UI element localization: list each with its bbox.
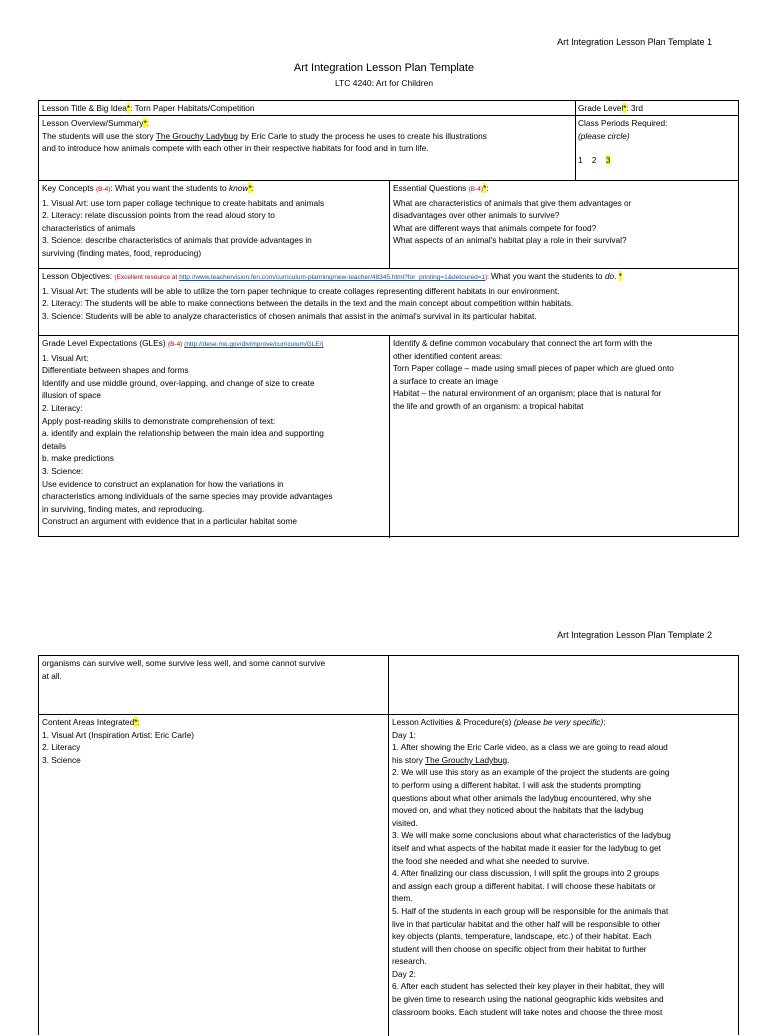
activity-line: 2. We will use this story as an example of the project the students are going: [392, 767, 670, 778]
lesson-activities-cell: [389, 715, 738, 1035]
gle-line: 1. Visual Art:: [42, 352, 89, 363]
objectives-desc: What you want the students to: [490, 271, 605, 281]
gle-line: at all.: [42, 670, 62, 681]
essential-colon: :: [486, 183, 489, 193]
essential-questions-cell: [390, 181, 738, 268]
gle-line: b. make predictions: [42, 453, 114, 464]
gle-continued-cell: [39, 656, 388, 714]
class-periods-label: Class Periods Required:: [578, 118, 668, 128]
activity-line: research.: [392, 956, 427, 967]
key-concepts-cell: [39, 181, 389, 268]
activity-line: his story: [392, 754, 426, 765]
activity-day-heading: Day 2:: [392, 968, 416, 979]
activity-line: classroom books. Each student will take notes and choose the three most: [392, 1006, 663, 1017]
content-areas-colon: :: [137, 717, 140, 727]
vocab-continued-cell: [389, 656, 738, 714]
activity-line: 6. After each student has selected their key player in their habitat, they will: [392, 981, 665, 992]
gle-line: details: [42, 440, 66, 451]
vocab-line: the life and growth of an organism: a tropical habitat: [393, 400, 584, 411]
resource-link[interactable]: http://www.teachervision.fen.com/curriculum-planning/new-teacher/48345.html?for_printing=1&detoured=1: [179, 274, 486, 281]
reference-tag: (Excellent resource at: [114, 274, 180, 281]
content-area-line: 1. Visual Art (Inspiration Artist: Eric Carle): [42, 729, 195, 740]
gle-line: Differentiate between shapes and forms: [42, 365, 189, 376]
period-option-1[interactable]: 1: [578, 155, 583, 166]
activity-line: moved on, and what they noticed about the habitats that the ladybug: [392, 805, 644, 816]
lesson-plan-table-page-1: [38, 100, 739, 537]
activity-line: and assign each group a different habitat. I will choose these habitats or: [392, 880, 656, 891]
gle-line: Apply post-reading skills to demonstrate comprehension of text:: [42, 415, 276, 426]
objective-line: 1. Visual Art: The students will be able to utilize the torn paper technique to create collages representing different habitats in our environment.: [42, 285, 560, 296]
gle-link[interactable]: (http://dese.mo.gov/divimprove/curriculum/GLE/): [184, 341, 324, 348]
activity-line: live in that particular habitat and the other half will be responsible to other: [392, 918, 661, 929]
key-concept-line: 3. Science: describe characteristics of animals that provide advantages in: [42, 235, 312, 246]
required-star: *: [143, 118, 147, 128]
reference-tag: ):: [485, 274, 491, 281]
document-title: Art Integration Lesson Plan Template: [293, 62, 475, 74]
required-star: *: [618, 271, 622, 281]
grade-level-cell: [575, 101, 738, 115]
key-concepts-colon: :: [251, 183, 254, 193]
objective-line: 2. Literacy: The students will be able to make connections between the details in the text and the main concept about competition within habitats.: [42, 298, 574, 309]
overview-text: The students will use the story: [42, 130, 156, 141]
gle-line: Construct an argument with evidence that in a particular habitat some: [42, 516, 298, 527]
key-concepts-desc: : What you want the students to: [110, 183, 229, 193]
activity-line: questions about what other animals the ladybug encountered, why she: [392, 792, 652, 803]
activities-note: (please be very specific): [513, 717, 604, 727]
gle-cell: [39, 336, 389, 538]
essential-question-line: What are different ways that animals compete for food?: [393, 222, 597, 233]
activity-line: be given time to research using the national geographic kids websites and: [392, 994, 664, 1005]
activity-line: .: [507, 754, 510, 765]
overview-label: Lesson Overview/Summary: [42, 118, 144, 128]
key-concepts-know: know: [228, 183, 249, 193]
activity-line: the food she needed and what she needed to survive.: [392, 855, 590, 866]
document-subtitle: LTC 4240: Art for Children: [334, 78, 434, 88]
lesson-title-value: : Torn Paper Habitats/Competition: [130, 103, 255, 113]
gle-line: in surviving, finding mates, and reproducing.: [42, 503, 205, 514]
lesson-objectives-cell: [39, 269, 738, 335]
gle-line: Use evidence to construct an explanation for how the variations in: [42, 478, 284, 489]
objectives-label: Lesson Objectives:: [42, 271, 115, 281]
gle-line: 2. Literacy:: [42, 402, 83, 413]
objectives-dot: .: [614, 271, 619, 281]
required-star: *: [483, 183, 487, 193]
activities-label: Lesson Activities & Procedure(s): [392, 717, 514, 727]
activity-day-heading: Day 1:: [392, 729, 416, 740]
gle-label: Grade Level Expectations (GLEs): [42, 338, 168, 348]
activity-line: 3. We will make some conclusions about what characteristics of the ladybug: [392, 830, 671, 841]
book-title: The Grouchy Ladybug: [425, 754, 508, 765]
running-header: Art Integration Lesson Plan Template 2: [557, 630, 712, 640]
gle-line: characteristics among individuals of the same species may provide advantages: [42, 491, 333, 502]
overview-text: and to introduce how animals compete with each other in their respective habitats for food and in turn life.: [42, 143, 429, 154]
content-areas-label: Content Areas Integrated: [42, 717, 135, 727]
lesson-title-label: Lesson Title & Big Idea: [42, 103, 127, 113]
activity-line: them.: [392, 893, 413, 904]
key-concept-line: 2. Literacy: relate discussion points from the read aloud story to: [42, 210, 275, 221]
gle-line: a. identify and explain the relationship between the main idea and supporting: [42, 428, 324, 439]
activity-line: visited.: [392, 817, 418, 828]
activity-line: 1. After showing the Eric Carle video, as a class we are going to read aloud: [392, 742, 668, 753]
reference-tag: (B-4): [167, 341, 185, 348]
required-star: *: [126, 103, 131, 113]
vocab-line: Torn Paper collage – made using small pieces of paper which are glued onto: [393, 363, 674, 374]
objective-line: 3. Science: Students will be able to analyze characteristics of chosen animals that assist in the animal's survival in its particular habitat.: [42, 310, 537, 321]
gle-line: organisms can survive well, some survive less well, and some cannot survive: [42, 658, 326, 668]
class-periods-note: (please circle): [578, 130, 630, 141]
essential-question-line: What are characteristics of animals that give them advantages or: [393, 197, 632, 208]
period-option-2[interactable]: 2: [591, 155, 597, 166]
overview-colon: :: [146, 118, 149, 128]
period-option-3[interactable]: 3: [605, 155, 611, 166]
vocab-line: Identify & define common vocabulary that connect the art form with the: [393, 338, 653, 348]
book-title: The Grouchy Ladybug: [155, 130, 238, 141]
vocab-line: Habitat – the natural environment of an organism; place that is natural for: [393, 388, 662, 399]
required-star: *: [134, 717, 138, 727]
gle-line: Identify and use middle ground, over-lapping, and change of size to create: [42, 377, 315, 388]
vocab-line: other identified content areas:: [393, 350, 503, 361]
objectives-do: do: [604, 271, 615, 281]
reference-tag: (B-4): [468, 186, 484, 193]
lesson-plan-table-page-2: [38, 655, 739, 1035]
activity-line: key objects (plants, temperature, landscape, etc.) of their habitat. Each: [392, 931, 652, 942]
content-area-line: 3. Science: [42, 754, 81, 765]
activity-line: itself and what aspects of the habitat made it easier for the ladybug to get: [392, 842, 661, 853]
essential-questions-label: Essential Questions: [393, 183, 469, 193]
required-star: *: [248, 183, 252, 193]
key-concept-line: characteristics of animals: [42, 222, 136, 233]
lesson-title-cell: [39, 101, 575, 115]
activities-colon: :: [603, 717, 606, 727]
activity-line: 4. After finalizing our class discussion, I will split the groups into 2 groups: [392, 868, 660, 879]
reference-tag: (B-4): [95, 186, 111, 193]
activity-line: to perform using a different habitat. I will ask the students prompting: [392, 779, 641, 790]
vocab-line: a surface to create an image: [393, 375, 499, 386]
essential-question-line: disadvantages over other animals to survive?: [393, 210, 560, 221]
content-areas-cell: [39, 715, 388, 1035]
key-concept-line: 1. Visual Art: use torn paper collage technique to create habitats and animals: [42, 197, 325, 208]
gle-line: illusion of space: [42, 390, 102, 401]
content-area-line: 2. Literacy: [42, 742, 81, 753]
overview-text: by Eric Carle to study the process he uses to create his illustrations: [237, 130, 487, 141]
vocabulary-cell: [390, 336, 738, 538]
required-star: *: [623, 103, 627, 113]
key-concepts-label: Key Concepts: [42, 183, 96, 193]
running-header: Art Integration Lesson Plan Template 1: [557, 37, 712, 47]
activity-line: student will then choose on specific object from their habitat to further: [392, 943, 647, 954]
essential-question-line: What aspects of an animal's habitat play a role in their survival?: [393, 235, 627, 246]
grade-level-label: Grade Level: [578, 103, 624, 113]
activity-line: 5. Half of the students in each group will be responsible for the animals that: [392, 905, 669, 916]
gle-line: 3. Science:: [42, 465, 84, 476]
class-periods-cell: [575, 116, 738, 180]
key-concept-line: surviving (finding mates, food, reproducing): [42, 247, 202, 258]
lesson-overview-cell: [39, 116, 575, 180]
grade-level-value: : 3rd: [626, 103, 644, 113]
